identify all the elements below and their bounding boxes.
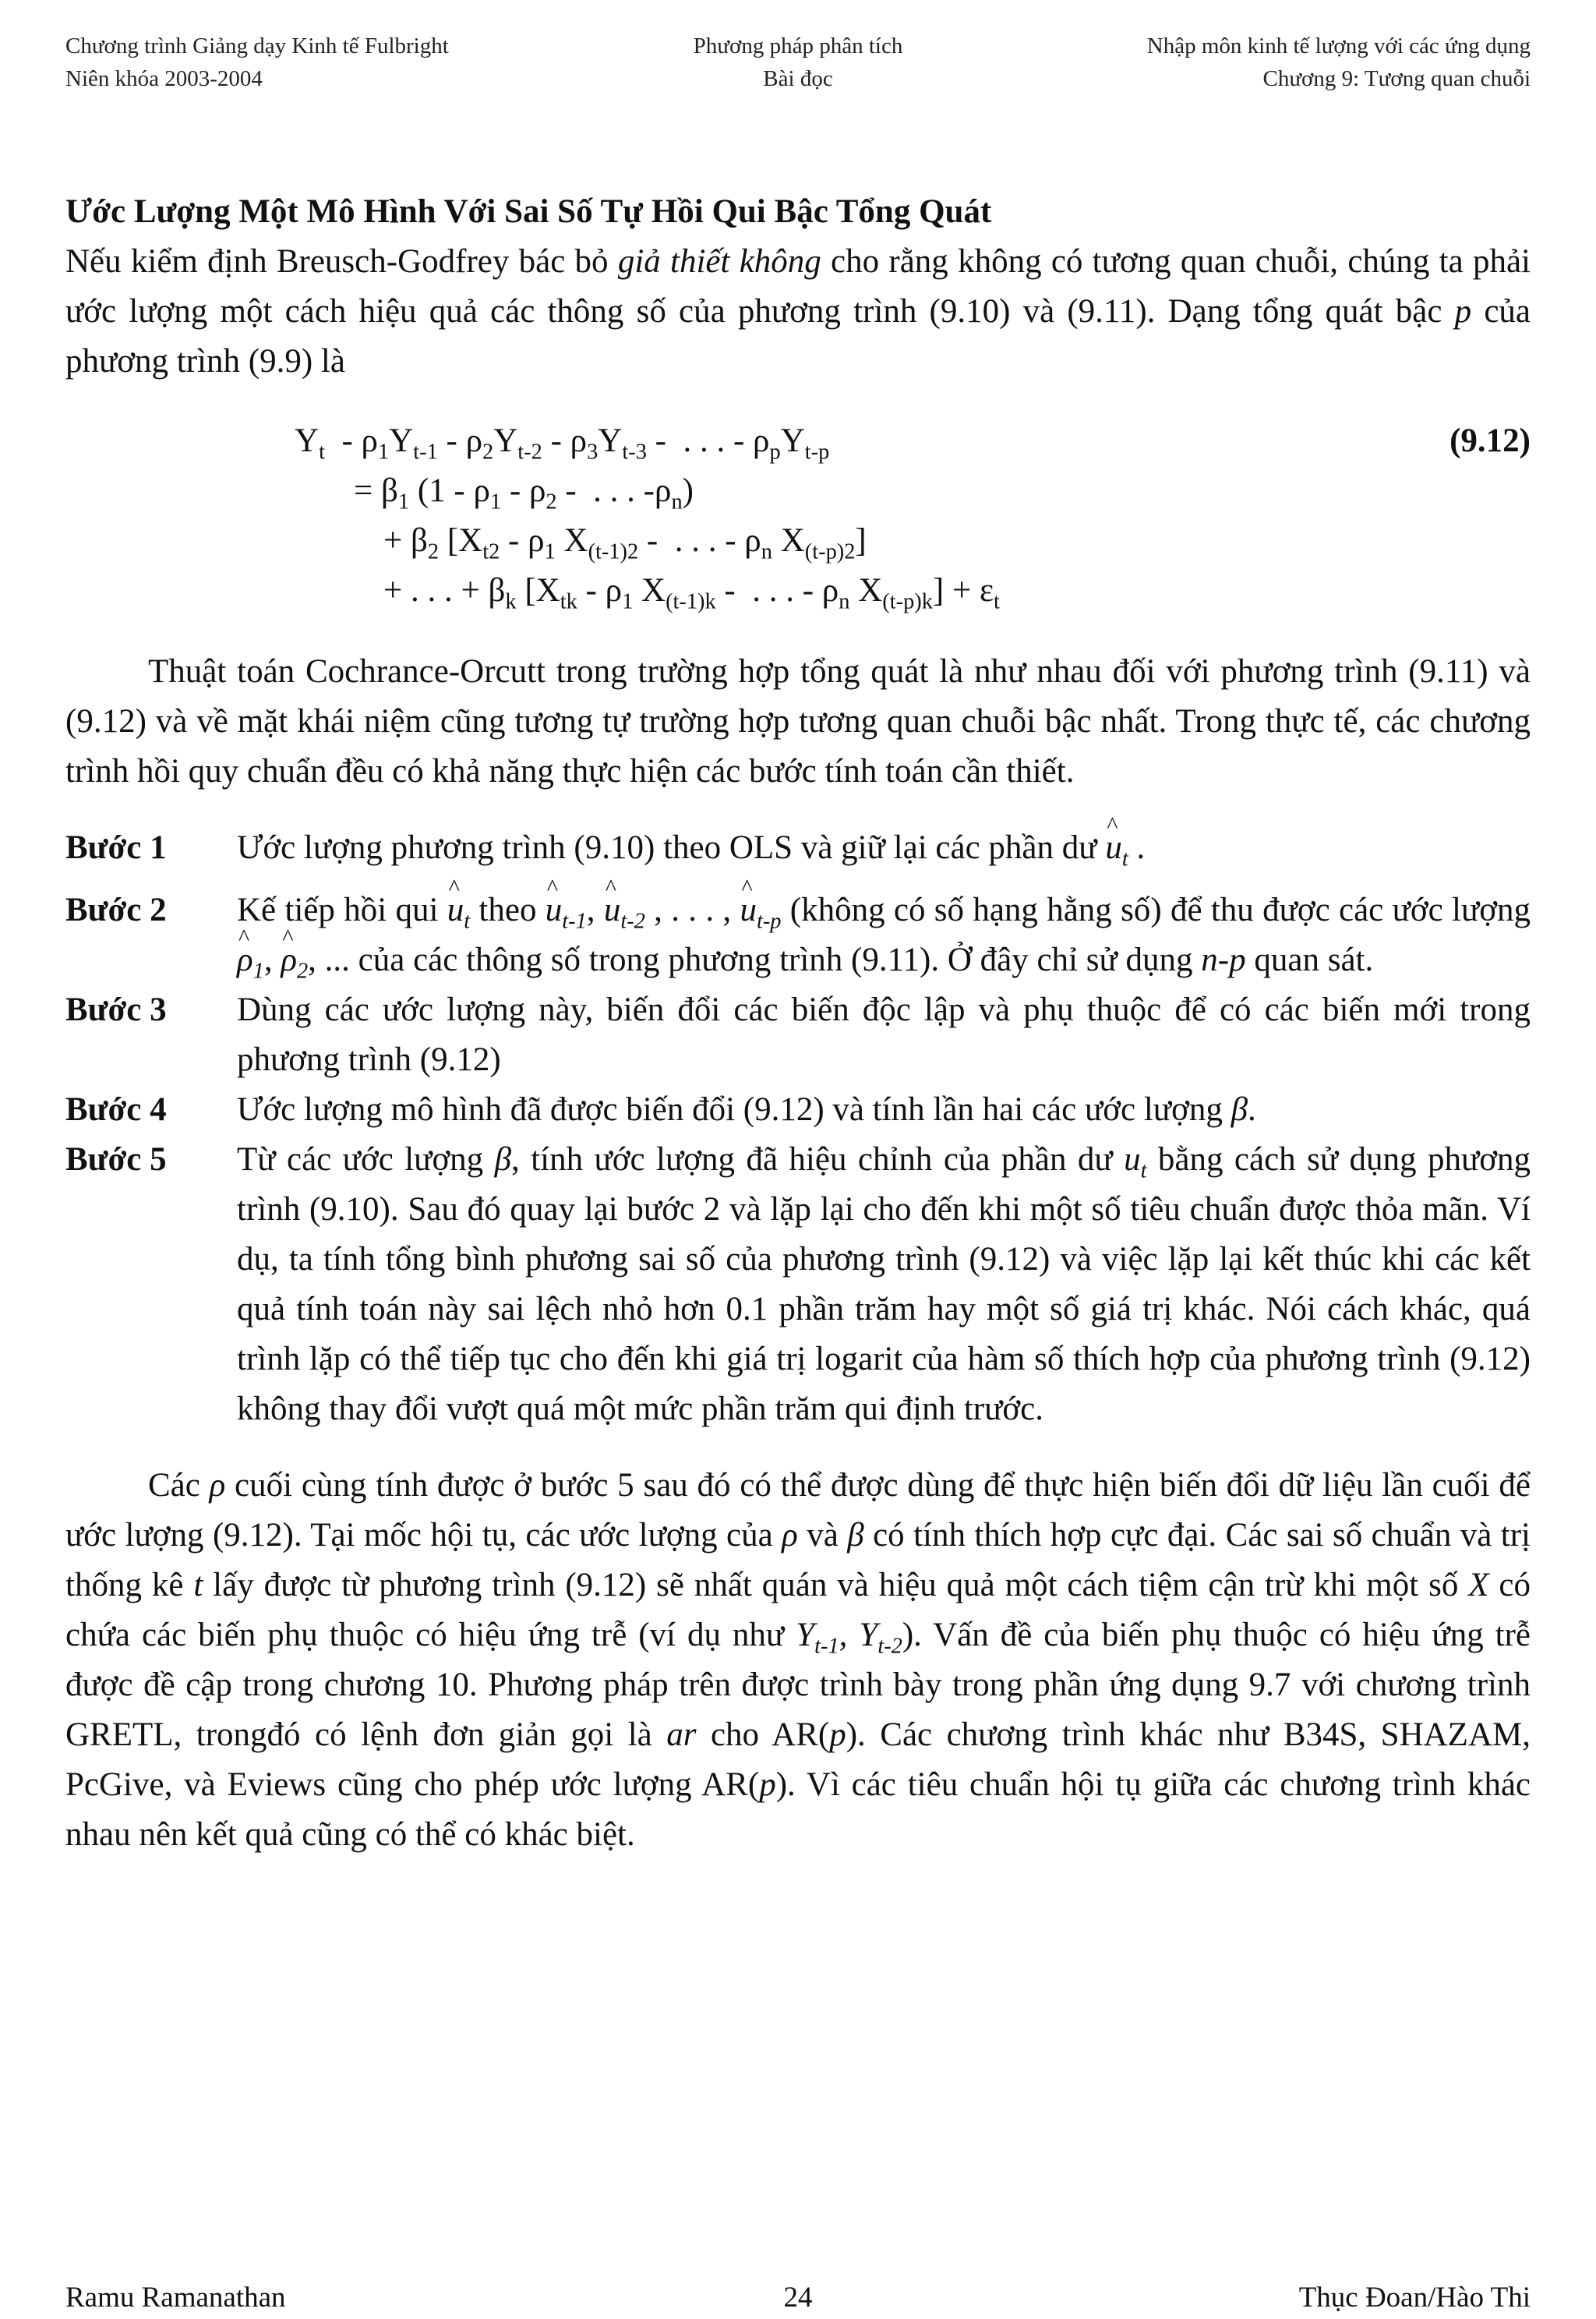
footer-translators: Thục Đoan/Hào Thi (1298, 2282, 1531, 2314)
step-3-text: Dùng các ước lượng này, biến đổi các biến độc lập và phụ thuộc để có các biến mới trong phương trình (9.12) (237, 992, 1531, 1078)
rho-symbol: ρ (209, 1467, 226, 1504)
final-text-t: t (193, 1567, 203, 1603)
step-5-text-b: , tính ước lượng đã hiệu chỉnh của phần dư (511, 1141, 1125, 1178)
step-5-text-a: Từ các ước lượng (237, 1141, 495, 1178)
equation-number: (9.12) (1449, 422, 1531, 459)
final-text-ar: ar (666, 1716, 697, 1753)
cochrane-paragraph: Thuật toán Cochrance-Orcutt trong trường hợp tổng quát là như nhau đối với phương trình (9.11) và (9.12) và về mặt khái niệm cũng tương tự trường hợp tương quan chuỗi bậc nhất. Trong thực tế, các chương trình hồi quy chuẩn đều có khả năng thực hiện các bước tính toán cần thiết. (65, 653, 1531, 790)
intro-text-e: của phương trình (9.9) là (65, 293, 1531, 380)
rho-symbol: ρ (782, 1517, 798, 1554)
final-text-p1: p (829, 1716, 846, 1753)
final-paragraph (65, 1461, 1531, 1860)
lagged-residual-p: ^ $u_{t-p}$ (740, 886, 781, 935)
step-3-label: Bước 3 (65, 992, 167, 1028)
step-1-text: Ước lượng phương trình (9.10) theo OLS và giữ lại các phần dư ^ $u_t$ . (237, 823, 1531, 873)
final-text-p2: p (759, 1766, 776, 1803)
section-title: Ước Lượng Một Mô Hình Với Sai Số Tự Hồi Qui Bậc Tổng Quát (65, 193, 992, 230)
step-2-text: Kế tiếp hồi qui ^ $u_t$ theo ^ $u_{t-1}$, ^ $u_{t-2}$ , . . . , ^ $u_{t-p}$ (không có số hạng hằng số) để thu được các ước lượng ^ $\rho_1$, ^ $\rho_2$, ... của các thông số trong phương trình (9.11). Ở đây chỉ sử dụng n-p quan sát. (237, 886, 1531, 985)
step-2-text-f: quan sát. (1245, 942, 1374, 978)
beta-symbol: β (1231, 1091, 1248, 1128)
final-text-x: X (1468, 1567, 1489, 1603)
step-2-text-b: theo (470, 892, 546, 928)
header-reading: Bài đọc (763, 66, 833, 91)
lagged-residual-1: ^ $u_{t-1}$ (546, 886, 587, 935)
equation-line-4: + . . . + $\beta_k$ [$X_{tk} - \rho_1$ $X_{(t-1)k}$ - . . . - $\rho_n$ $X_{(t-p)k}] + \varepsilon_t$ (383, 572, 1000, 614)
lagged-residual-2: ^ $u_{t-2}$ (604, 886, 645, 935)
intro-text-p: p (1454, 293, 1472, 330)
step-4 (65, 1085, 1531, 1135)
step-4-text: Ước lượng mô hình đã được biến đổi (9.12) và tính lần hai các ước lượng β. (237, 1091, 1256, 1128)
page-body (65, 187, 1531, 1860)
step-2-text-d: , ... của các thông số trong phương trình (9.11). Ở đây chỉ sử dụng (308, 942, 1202, 978)
final-text-k: cho AR( (696, 1716, 830, 1753)
equation-line-1: $Y_t - \rho_1Y_{t-1} - \rho_2Y_{t-2} - \rho_3Y_{t-3}$ - . . . - $\rho_pY_{t-p}$ (295, 422, 830, 465)
final-text-b: cuối cùng tính được ở bước 5 sau đó có thể được dùng để thực hiện biến đổi dữ liệu lần cuối để ước lượng (9.12). Tại mốc hội tụ, các ước lượng của (65, 1467, 1531, 1554)
header-course: Phương pháp phân tích (693, 34, 903, 58)
residual-symbol: $u_t$ (1124, 1141, 1147, 1183)
step-2-label: Bước 2 (65, 892, 167, 928)
final-text-o: ). Vì các tiêu chuẩn hội tụ giữa các chương trình khác nhau nên kết quả cũng có thể có khác biệt. (65, 1766, 1531, 1853)
rho-hat-1: ^ $\rho_1$ (237, 935, 264, 985)
beta-symbol: β (494, 1141, 512, 1178)
final-text-i: ). Vấn đề của biến phụ thuộc có hiệu ứng trễ được đề cập trong chương 10. Phương pháp trên được trình bày trong phần ứng dụng 9.7 với chương trình GRETL, trongđó có lệnh đơn giản gọi là (65, 1617, 1531, 1753)
step-5-label: Bước 5 (65, 1141, 167, 1178)
step-4-label: Bước 4 (65, 1091, 167, 1128)
header-year: Niên khóa 2003-2004 (65, 66, 263, 91)
step-2 (65, 886, 1531, 985)
intro-paragraph (65, 237, 1531, 387)
header-chapter: Chương 9: Tương quan chuỗi (1262, 66, 1531, 91)
intro-text-italic: giả thiết không (617, 243, 821, 280)
final-text-m: ). Các chương trình khác như B34S, SHAZAM, PcGive, và Eviews cũng cho phép ước lượng AR( (65, 1716, 1531, 1803)
residual-hat-symbol: ^ $u_t$ (1105, 823, 1128, 873)
final-text-d: có tính thích hợp cực đại. Các sai số chuẩn và trị thống kê (65, 1517, 1531, 1603)
final-text-c: và (797, 1517, 848, 1554)
final-text-h: có chứa các biến phụ thuộc có hiệu ứng trễ (ví dụ như (65, 1567, 1531, 1653)
lagged-y-example: $Y_{t-1}$, $Y_{t-2}$ (796, 1617, 902, 1659)
equation-line-2: = $\beta_1$ ($1 - \rho_1 - \rho_2$ - . . . $-\rho_n$) (354, 472, 694, 514)
page-number: 24 (783, 2282, 813, 2314)
step-5-text (237, 1135, 1531, 1434)
equation-line-3: + $\beta_2$ [$X_{t2} - \rho_1$ $X_{(t-1)2}$ - . . . - $\rho_n$ $X_{(t-p)2}$] (383, 522, 867, 564)
intro-text-c: cho rằng không có tương quan chuỗi, chúng ta phải ước lượng một cách hiệu quả các thông số của phương trình (9.10) và (9.11). Dạng tổng quát bậc (65, 243, 1531, 330)
footer-author: Ramu Ramanathan (65, 2282, 286, 2314)
header-book-title: Nhập môn kinh tế lượng với các ứng dụng (1146, 34, 1531, 58)
step-2-text-c: (không có số hạng hằng số) để thu được các ước lượng (781, 892, 1531, 928)
step-1-text-a: Ước lượng phương trình (9.10) theo OLS và giữ lại các phần dư (237, 829, 1106, 866)
final-text-f: lấy được từ phương trình (9.12) sẽ nhất quán và hiệu quả một cách tiệm cận trừ khi một số (203, 1567, 1469, 1603)
step-2-text-a: Kế tiếp hồi qui (237, 892, 447, 928)
step-3 (65, 985, 1531, 1085)
step-2-text-n-p: n-p (1201, 942, 1246, 978)
beta-symbol: β (847, 1517, 864, 1554)
rho-hat-2: ^ $\rho_2$ (281, 935, 308, 985)
step-1-label: Bước 1 (65, 829, 167, 866)
residual-hat-symbol: ^ $u_t$ (447, 886, 470, 935)
header-program: Chương trình Giảng dạy Kinh tế Fulbright (65, 34, 449, 58)
step-1 (65, 823, 1531, 873)
equation-9-12 (65, 416, 1531, 616)
final-text-a: Các (148, 1467, 210, 1504)
intro-text-a: Nếu kiểm định Breusch-Godfrey bác bỏ (65, 243, 618, 280)
step-5 (65, 1135, 1531, 1434)
step-5-text-c: bằng cách sử dụng phương trình (9.10). Sau đó quay lại bước 2 và lặp lại cho đến khi một số tiêu chuẩn được thỏa mãn. Ví dụ, ta tính tổng bình phương sai số của phương trình (9.12) và việc lặp lại kết thúc khi các kết quả tính toán này sai lệch nhỏ hơn 0.1 phần trăm hay một số giá trị khác. Nói cách khác, quá trình lặp có thể tiếp tục cho đến khi giá trị logarit của hàm số thích hợp của phương trình (9.12) không thay đổi vượt quá một mức phần trăm qui định trước. (237, 1141, 1531, 1427)
step-4-text-a: Ước lượng mô hình đã được biến đổi (9.12) và tính lần hai các ước lượng (237, 1091, 1231, 1128)
